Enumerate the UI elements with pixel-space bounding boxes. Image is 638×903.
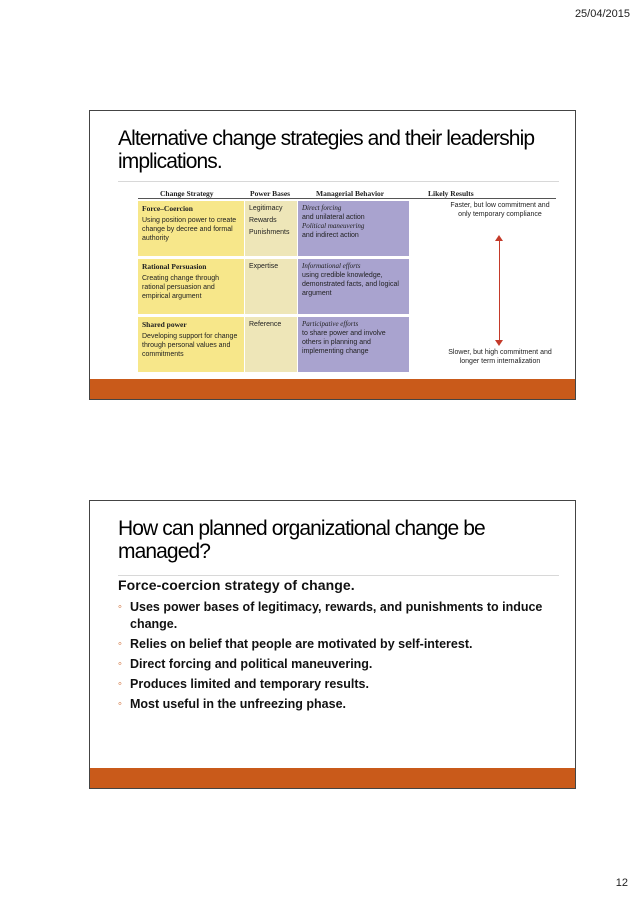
behavior-head: Political maneuvering: [302, 222, 365, 230]
slide-strategies: [89, 110, 576, 400]
header-power-bases: Power Bases: [250, 189, 291, 198]
bullet-text: Uses power bases of legitimacy, rewards, and punishments to induce change.: [130, 600, 543, 631]
lead-text: Force-coercion strategy of change.: [118, 577, 355, 593]
power-cell-shared-power: [245, 317, 297, 372]
title-divider: [118, 181, 559, 182]
bullet-marker: ◦: [118, 601, 122, 613]
bullet-marker: ◦: [118, 698, 122, 710]
list-item: [118, 636, 558, 653]
behavior-text: and indirect action: [302, 232, 359, 239]
bullet-text: Relies on belief that people are motivated by self-interest.: [130, 637, 473, 651]
behavior-cell-force-coercion: [298, 201, 409, 256]
results-top: Faster, but low commitment and only temporary compliance: [450, 202, 550, 218]
behavior-text: to share power and involve others in planning and implementing change: [302, 330, 386, 355]
power-cell-rational-persuasion: [245, 259, 297, 314]
strategy-description: Developing support for change through personal values and commitments: [142, 333, 238, 358]
strategy-cell-rational-persuasion: [138, 259, 244, 314]
strategy-name: Rational Persuasion: [142, 262, 207, 271]
behavior-head: Participative efforts: [302, 320, 359, 328]
bullet-text: Direct forcing and political maneuvering.: [130, 657, 373, 671]
power-base: Legitimacy: [249, 205, 283, 212]
bullet-marker: ◦: [118, 678, 122, 690]
behavior-head: Informational efforts: [302, 262, 361, 270]
behavior-text: and unilateral action: [302, 214, 365, 221]
list-item: [118, 676, 558, 693]
strategy-description: Creating change through rational persuasion and empirical argument: [142, 275, 220, 300]
header-rule: [138, 198, 556, 199]
header-managerial-behavior: Managerial Behavior: [316, 189, 385, 198]
power-base: Rewards: [249, 217, 277, 224]
power-base: Expertise: [249, 263, 279, 270]
slide-title: Alternative change strategies and their leadership implications.: [118, 127, 535, 173]
bullet-text: Produces limited and temporary results.: [130, 677, 369, 691]
header-likely-results: Likely Results: [428, 189, 474, 198]
bullet-text: Most useful in the unfreezing phase.: [130, 697, 346, 711]
list-item: [118, 599, 558, 633]
behavior-head: Direct forcing: [302, 204, 342, 212]
behavior-cell-rational-persuasion: [298, 259, 409, 314]
bullet-list: [118, 599, 558, 713]
strategy-description: Using position power to create change by decree and formal authority: [142, 217, 237, 242]
strategy-name: Force–Coercion: [142, 204, 193, 213]
power-cell-force-coercion: [245, 201, 297, 256]
strategy-cell-shared-power: [138, 317, 244, 372]
title-divider: [118, 575, 559, 576]
slide-title: How can planned organizational change be managed?: [118, 517, 485, 563]
behavior-cell-shared-power: [298, 317, 409, 372]
slide-body: [118, 577, 558, 716]
results-bottom: Slower, but high commitment and longer term internalization: [448, 349, 552, 365]
page-number: 12: [615, 877, 628, 889]
list-item: [118, 696, 558, 713]
strategy-cell-force-coercion: [138, 201, 244, 256]
slide-footer-bar: [90, 379, 575, 399]
page-date: 25/04/2015: [574, 8, 630, 20]
bullet-marker: ◦: [118, 658, 122, 670]
arrow-down-icon: [495, 340, 503, 346]
power-base: Punishments: [249, 229, 290, 236]
behavior-text: using credible knowledge, demonstrated facts, and logical argument: [302, 272, 399, 297]
bullet-marker: ◦: [118, 638, 122, 650]
list-item: [118, 656, 558, 673]
results-arrow-line: [499, 240, 500, 342]
header-change-strategy: Change Strategy: [160, 189, 214, 198]
power-base: Reference: [249, 321, 282, 328]
slide-footer-bar: [90, 768, 575, 788]
strategy-name: Shared power: [142, 320, 187, 329]
strategy-table-figure: [138, 185, 556, 373]
slide-managing-change: [89, 500, 576, 789]
